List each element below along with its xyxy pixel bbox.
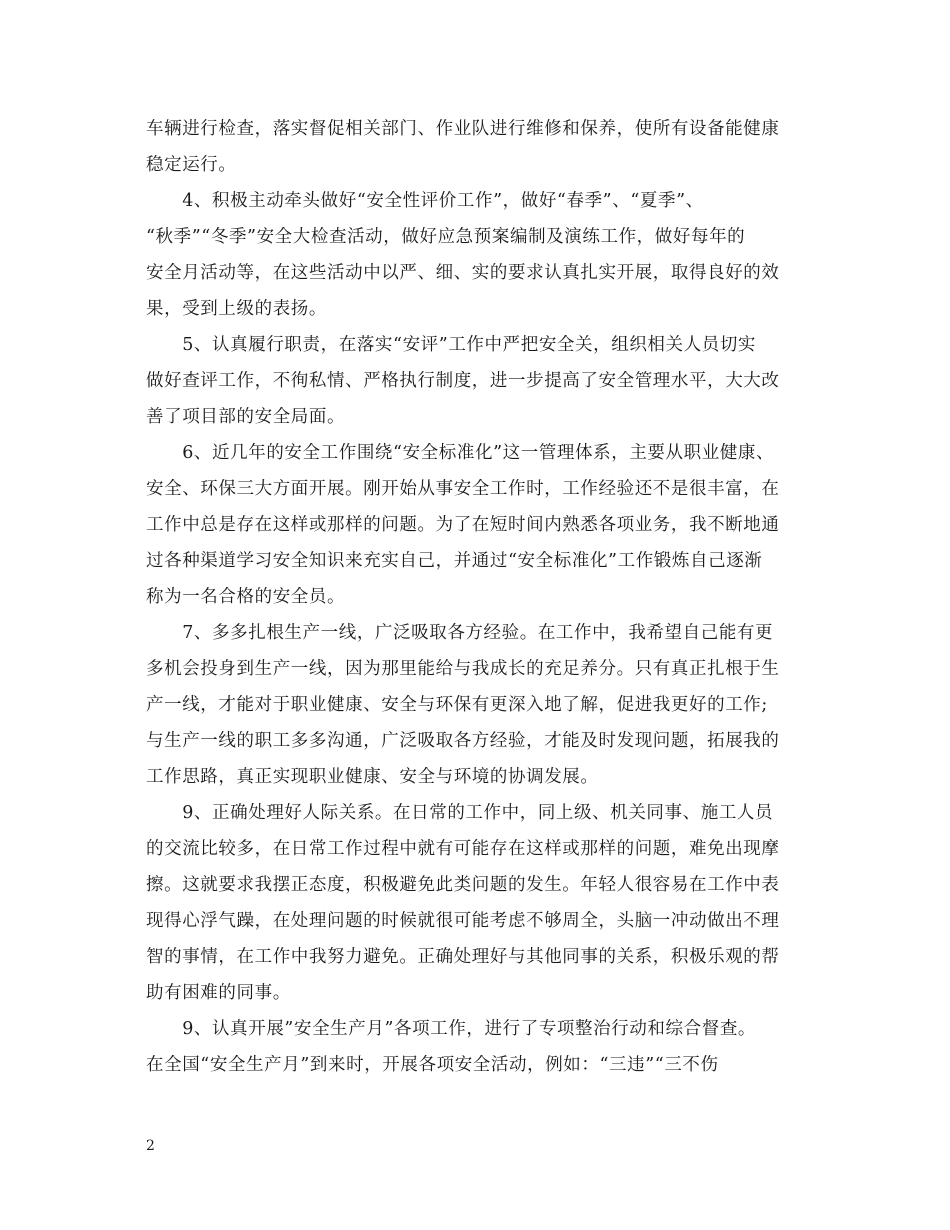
text-line: 擦。这就要求我摆正态度，积极避免此类问题的发生。年轻人很容易在工作中表: [146, 875, 780, 895]
text-line: 在全国“安全生产月”到来时，开展各项安全活动，例如：“三违”“三不伤: [146, 1055, 719, 1075]
text-line: 多机会投身到生产一线，因为那里能给与我成长的充足养分。只有真正扎根于生: [146, 659, 780, 679]
text-line: 5、认真履行职责，在落实“安评”工作中严把安全关，组织相关人员切实: [146, 335, 757, 355]
text-line: 与生产一线的职工多多沟通，广泛吸取各方经验，才能及时发现问题，拓展我的: [146, 731, 780, 751]
text-line: “秋季”“冬季”安全大检查活动，做好应急预案编制及演练工作，做好每年的: [146, 227, 746, 247]
text-line: 产一线，才能对于职业健康、安全与环保有更深入地了解，促进我更好的工作;: [146, 695, 768, 715]
text-line: 9、正确处理好人际关系。在日常的工作中，同上级、机关同事、施工人员: [146, 803, 774, 823]
text-line: 现得心浮气躁，在处理问题的时候就很可能考虑不够周全，头脑一冲动做出不理: [146, 911, 780, 931]
text-line: 智的事情，在工作中我努力避免。正确处理好与其他同事的关系，积极乐观的帮: [146, 947, 780, 967]
text-line: 安全月活动等，在这些活动中以严、细、实的要求认真扎实开展，取得良好的效: [146, 263, 780, 283]
text-line: 称为一名合格的安全员。: [146, 587, 346, 607]
text-line: 的交流比较多，在日常工作过程中就有可能存在这样或那样的问题，难免出现摩: [146, 839, 780, 859]
page-number: 2: [146, 1138, 155, 1154]
text-line: 7、多多扎根生产一线，广泛吸取各方经验。在工作中，我希望自己能有更: [146, 623, 774, 643]
text-line: 安全、环保三大方面开展。刚开始从事安全工作时，工作经验还不是很丰富，在: [146, 479, 780, 499]
text-line: 车辆进行检查，落实督促相关部门、作业队进行维修和保养，使所有设备能健康: [146, 119, 780, 139]
document-body: [146, 111, 806, 1083]
text-line: 4、积极主动牵头做好“安全性评价工作”，做好“春季”、“夏季”、: [146, 191, 704, 211]
text-line: 果，受到上级的表扬。: [146, 299, 327, 319]
text-line: 工作中总是存在这样或那样的问题。为了在短时间内熟悉各项业务，我不断地通: [146, 515, 780, 535]
text-line: 做好查评工作，不徇私情、严格执行制度，进一步提高了安全管理水平，大大改: [146, 371, 780, 391]
text-line: 过各种渠道学习安全知识来充实自己，并通过“安全标准化”工作锻炼自己逐渐: [146, 551, 763, 571]
text-line: 稳定运行。: [146, 155, 237, 175]
text-line: 9、认真开展”安全生产月”各项工作，进行了专项整治行动和综合督查。: [146, 1019, 757, 1039]
text-line: 6、近几年的安全工作围绕“安全标准化”这一管理体系，主要从职业健康、: [146, 443, 775, 463]
text-line: 工作思路，真正实现职业健康、安全与环境的协调发展。: [146, 767, 599, 787]
text-line: 善了项目部的安全局面。: [146, 407, 346, 427]
text-line: 助有困难的同事。: [146, 983, 291, 1003]
